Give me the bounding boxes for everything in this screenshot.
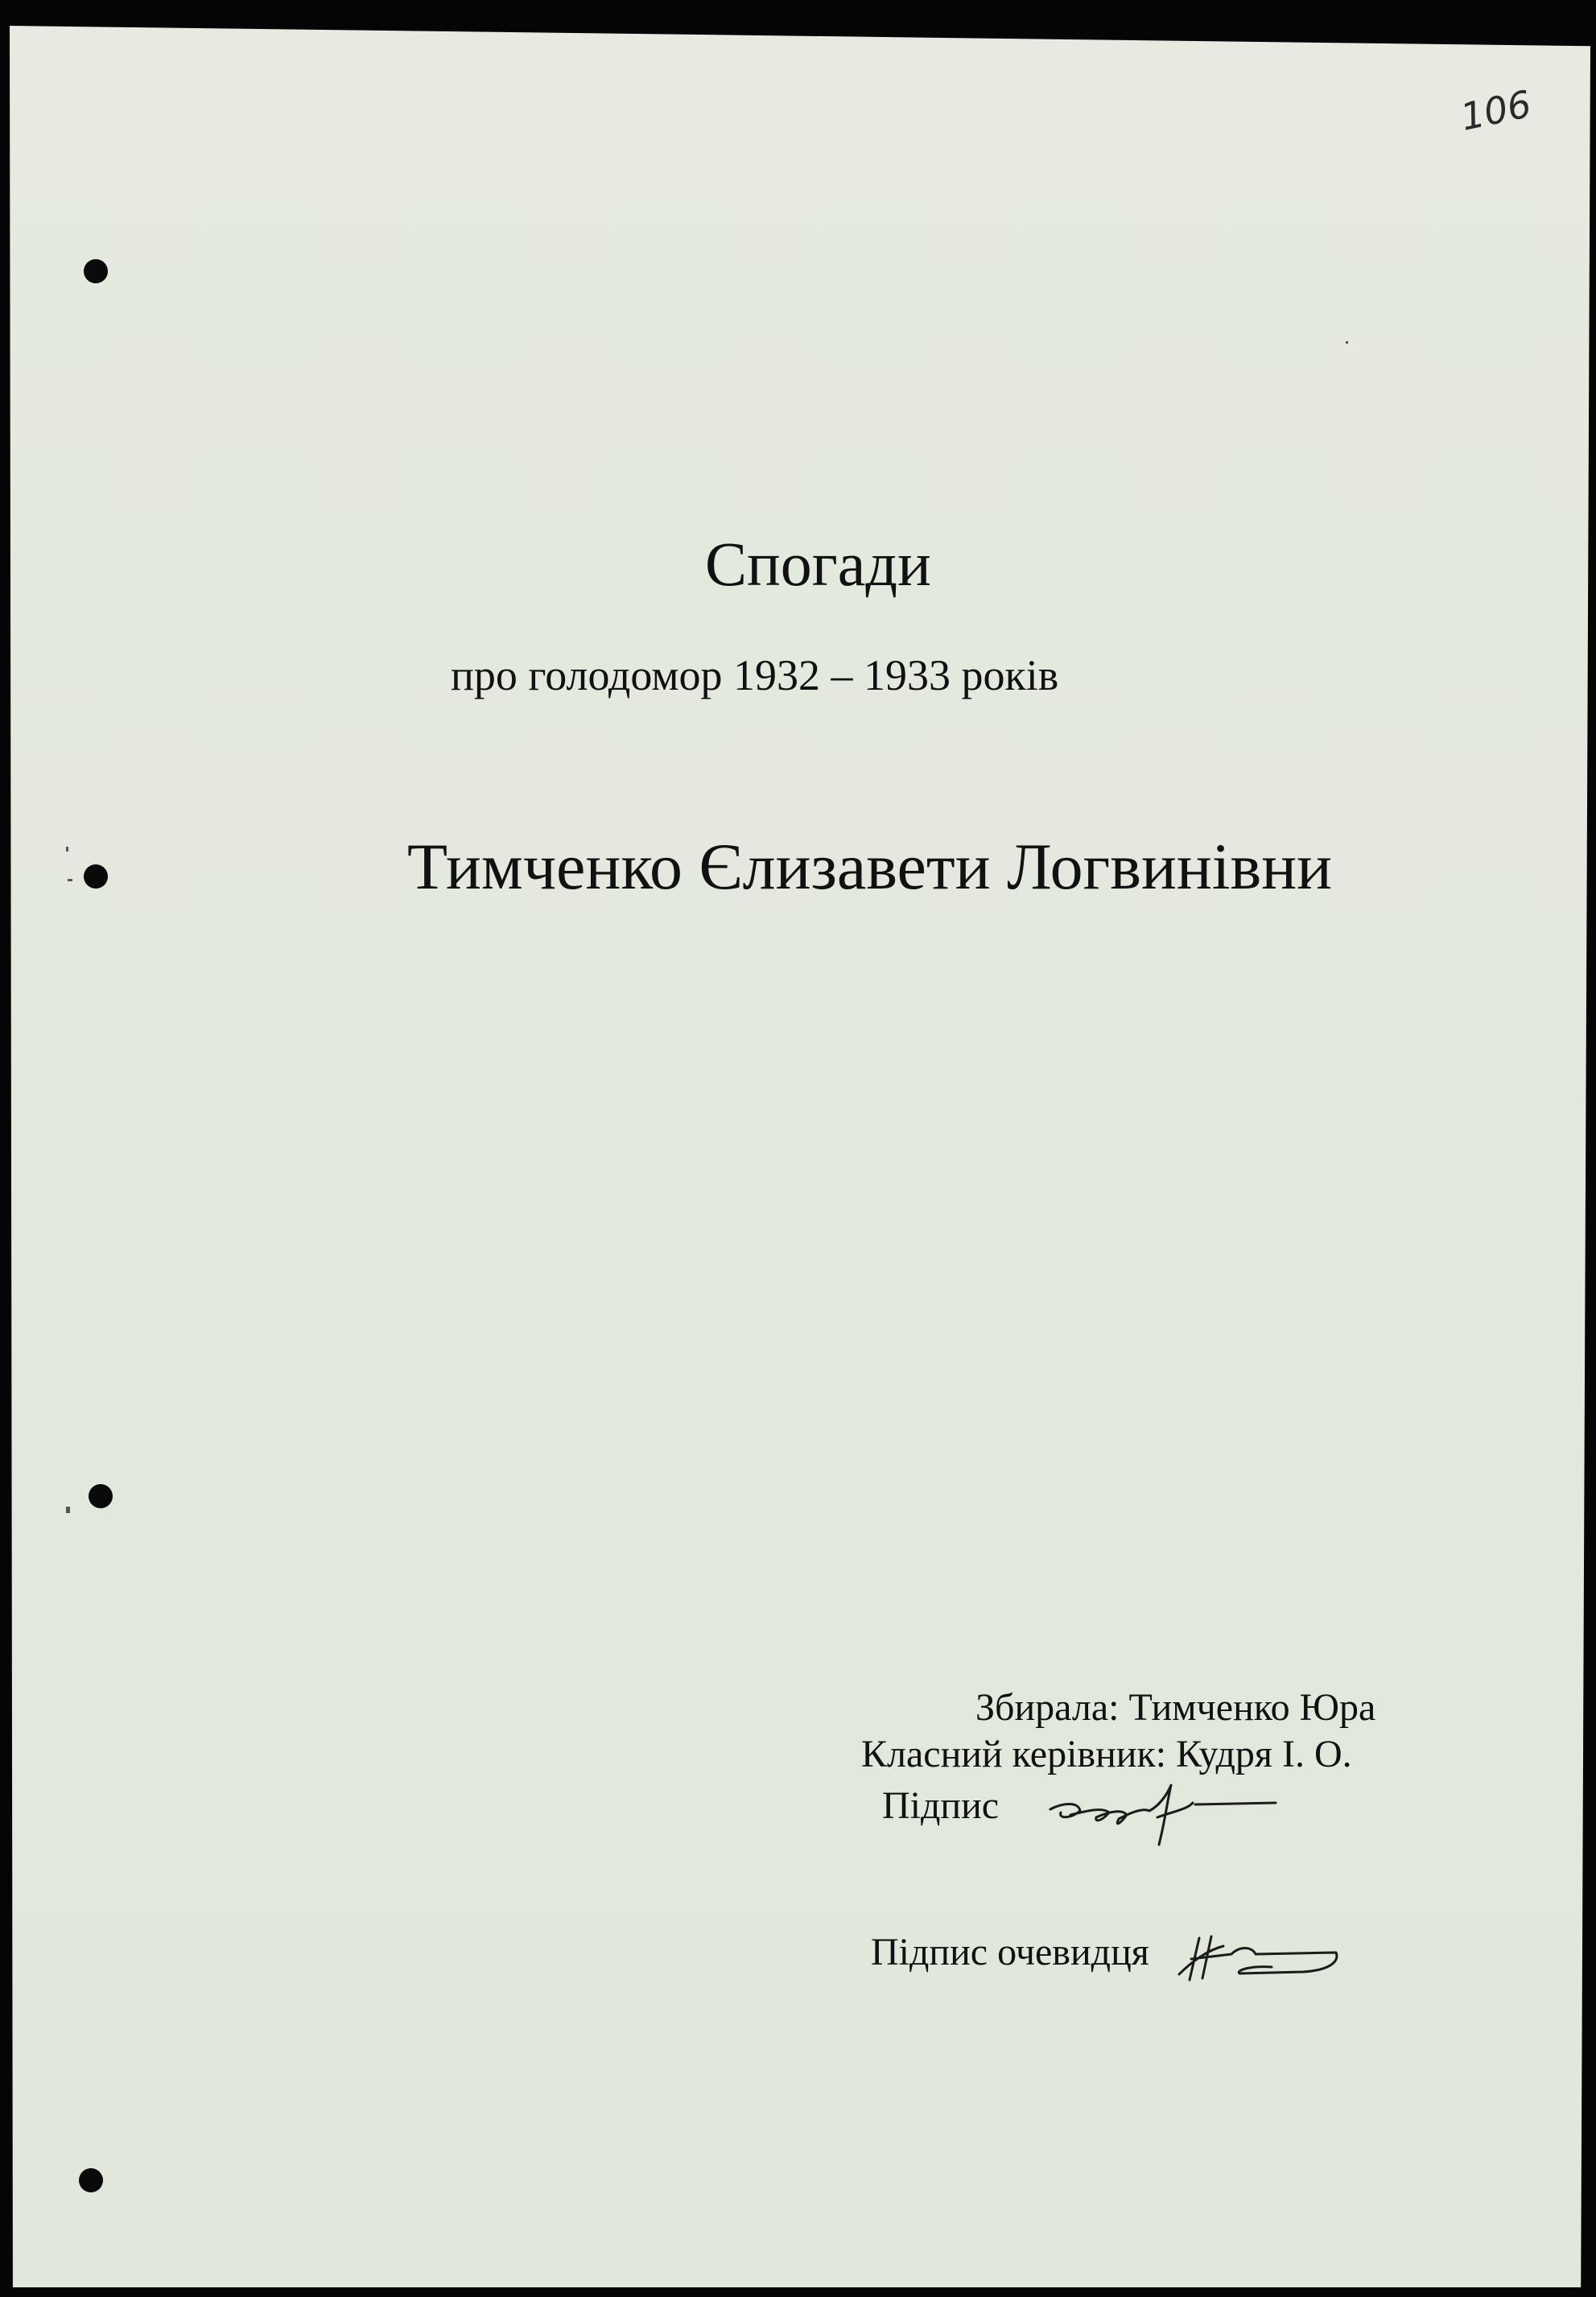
handwritten-page-number: 106 [1457,81,1536,139]
punch-hole-3 [89,1484,113,1508]
document-title: Спогади [705,529,931,599]
teacher-signature-label: Підпис [882,1784,1000,1827]
punch-hole-4 [79,2168,103,2192]
teacher-signature-image [1046,1771,1288,1859]
scan-speck [68,879,72,881]
document-subtitle: про голодомор 1932 – 1933 років [451,651,1059,699]
scan-speck [66,1507,70,1513]
witness-name: Тимченко Єлизавети Логвинівни [407,830,1333,903]
teacher-line: Класний керівник: Кудря І. О. [861,1733,1352,1775]
punch-hole-2 [84,864,108,889]
punch-hole-1 [84,259,108,283]
witness-signature-label: Підпис очевидця [871,1931,1149,1973]
scan-speck [66,847,68,852]
collector-line: Збирала: Тимченко Юра [975,1686,1376,1729]
scan-speck [1346,341,1348,344]
paper-sheet [10,26,1590,2287]
witness-signature-image [1175,1930,1352,1994]
